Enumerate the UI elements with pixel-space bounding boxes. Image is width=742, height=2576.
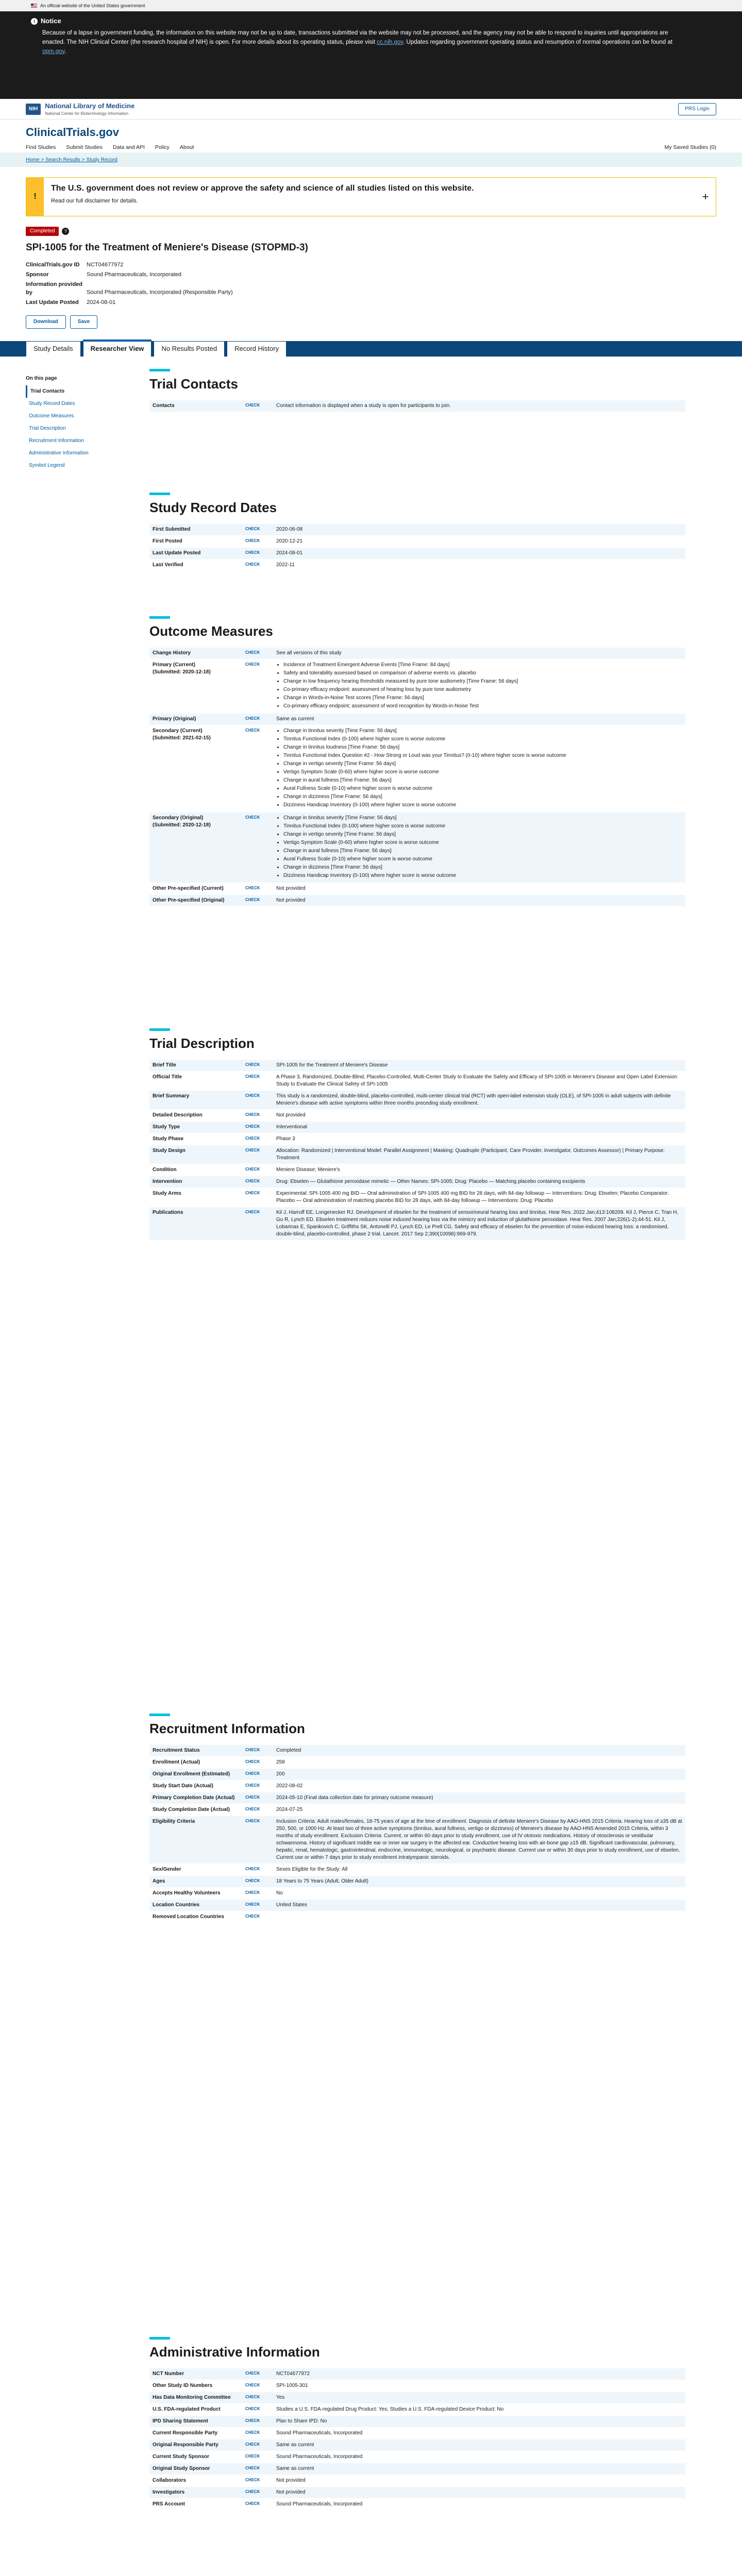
- save-button[interactable]: Save: [70, 315, 97, 329]
- nav-submit-studies[interactable]: Submit Studies: [66, 144, 103, 150]
- check-icon: CHECK: [242, 1756, 273, 1768]
- check-icon: CHECK: [242, 1071, 273, 1090]
- section-outcome: [149, 616, 685, 1008]
- check-icon: CHECK: [242, 2380, 273, 2392]
- study-summary: [0, 227, 742, 329]
- table-row: Publications CHECK Kil J, Harruff EE, Longenecker RJ. Development of ebselen for the treatment of sensorineural hearing loss and tinnitus. Hear Res. 2022 Jan;413:108209. Kil J, Pierce C, Tran H, Gu R, Lynch ED. Ebselen treatment reduces noise induced hearing loss via the mimicry and induction of glutathione peroxidase. Hear Res. 2007 Jan;226(1-2):44-51. Kil J, Lobarinas E, Spankovich C, Griffiths SK, Antonelli PJ, Lynch ED, Le Prell CG. Safety and efficacy of ebselen for the prevention of noise-induced hearing loss: a randomised, double-blind, placebo-controlled, phase 2 trial. Lancet. 2017 Sep 2;390(10098):969-979.: [149, 1207, 685, 1240]
- check-icon: CHECK: [242, 1164, 273, 1176]
- sidenav-item-recruitment[interactable]: Recruitment Information: [29, 437, 84, 444]
- table-row: Official Title CHECK A Phase 3, Randomized, Double-Blind, Placebo-Controlled, Multi-Center Study to Evaluate the Safety and Efficacy of SPI-1005 in Meniere's Disease and Open Label Extension Study to Evaluate the Clinical Safety of SPI-1005: [149, 1071, 685, 1090]
- table-row: Enrollment (Actual) CHECK 258: [149, 1756, 685, 1768]
- nlm-sub: National Center for Biotechnology Information: [45, 111, 129, 116]
- site-header: [0, 120, 742, 152]
- table-row: Change History CHECK See all versions of this study: [149, 648, 685, 659]
- section-heading: Trial Contacts: [149, 369, 685, 393]
- check-icon: CHECK: [242, 547, 273, 559]
- table-row: Condition CHECK Meniere Disease; Meniere's: [149, 1164, 685, 1176]
- table-row: Primary Completion Date (Actual) CHECK 2024-05-10 (Final data collection date for primary outcome measure): [149, 1792, 685, 1804]
- table-row: Secondary (Original) (Submitted: 2020-12-18) CHECK • Change in tinnitus severity [Time Frame: 56 days] • Tinnitus Functional Index (0-100) where higher score is worse outcome • Change in vertigo severity [Time Frame: 56 days] • Vertigo Symptom Scale (0-60) where higher score is worse outcome • Change in aural fullness [Time Frame: 56 days] • Aural Fullness Scale (0-10) where higher score is worse outcome • Change in dizziness [Time Frame: 56 days] • Dizziness Handicap Inventory (0-100) where higher score is worse outcome: [149, 812, 685, 883]
- tab-no-results[interactable]: No Results Posted: [154, 341, 225, 356]
- table-row: Sex/Gender CHECK Sexes Eligible for the Study: All: [149, 1863, 685, 1875]
- check-icon: CHECK: [242, 1145, 273, 1164]
- table-row: Last Verified CHECK 2022-11: [149, 559, 685, 571]
- table-row: Study Start Date (Actual) CHECK 2022-08-02: [149, 1780, 685, 1792]
- table-row: Other Study ID Numbers CHECK SPI-1005-301: [149, 2380, 685, 2392]
- view-tabs: [0, 341, 742, 357]
- check-icon: CHECK: [242, 1780, 273, 1792]
- check-icon: CHECK: [242, 1207, 273, 1240]
- check-icon: CHECK: [242, 713, 273, 725]
- table-row: Study Arms CHECK Experimental: SPI-1005 400 mg BID — Oral administration of SPI-1005 400 mg BID for 28 days, with 84-day followup — Interventions: Drug: Ebselen; Placebo Comparator: Placebo — Oral administration of matching placebo BID for 28 days, with 84-day followup — Interventions: Drug: Placebo: [149, 1188, 685, 1207]
- check-icon: CHECK: [242, 648, 273, 659]
- check-icon: CHECK: [242, 2475, 273, 2486]
- sidenav-item-trial-contacts[interactable]: Trial Contacts: [26, 385, 129, 398]
- nav-data-api[interactable]: Data and API: [113, 144, 145, 150]
- section-contacts: Trial Contacts Contacts CHECK Contact information is displayed when a study is open for participants to join.: [149, 369, 685, 472]
- check-icon: CHECK: [242, 1188, 273, 1207]
- prs-login-button[interactable]: PRS Login: [678, 103, 716, 115]
- table-row: IPD Sharing Statement CHECK Plan to Share IPD: No: [149, 2415, 685, 2427]
- table-row: Collaborators CHECK Not provided: [149, 2475, 685, 2486]
- meta-sponsor: Sponsor Sound Pharmaceuticals, Incorporated: [26, 271, 182, 278]
- check-icon: CHECK: [242, 1060, 273, 1072]
- check-icon: CHECK: [242, 1090, 273, 1109]
- nlm-name: National Library of Medicine: [45, 101, 135, 110]
- sidenav: [26, 369, 129, 2576]
- check-icon: CHECK: [242, 1816, 273, 1863]
- disclaimer-box: [26, 177, 716, 216]
- section-admin: [149, 2337, 685, 2576]
- check-icon: CHECK: [242, 1109, 273, 1121]
- table-row: Investigators CHECK Not provided: [149, 2486, 685, 2498]
- check-icon: CHECK: [242, 894, 273, 906]
- check-icon: CHECK: [242, 524, 273, 536]
- disclaimer-heading: The U.S. government does not review or approve the safety and science of all studies listed on this website.: [51, 184, 474, 193]
- sidenav-heading: On this page: [26, 375, 57, 381]
- check-icon: CHECK: [242, 1745, 273, 1757]
- nlm-bar: [0, 99, 742, 120]
- sidenav-item-description[interactable]: Trial Description: [29, 425, 66, 431]
- status-badge: Completed: [26, 227, 59, 236]
- check-icon: CHECK: [242, 1911, 273, 1923]
- meta-last-update: Last Update Posted 2024-08-01: [26, 299, 116, 306]
- check-icon: CHECK: [242, 2427, 273, 2439]
- check-icon: CHECK: [242, 1875, 273, 1887]
- meta-nct: ClinicalTrials.gov ID NCT04677972: [26, 261, 124, 268]
- check-icon: CHECK: [242, 2486, 273, 2498]
- check-icon: CHECK: [242, 2403, 273, 2415]
- check-icon: CHECK: [242, 1176, 273, 1188]
- table-row: Original Enrollment (Estimated) CHECK 200: [149, 1768, 685, 1780]
- check-icon: CHECK: [242, 1887, 273, 1899]
- tab-researcher-view[interactable]: Researcher View: [83, 340, 152, 356]
- sidenav-item-legend[interactable]: Symbol Legend: [29, 462, 65, 468]
- table-row: Primary (Original) CHECK Same as current: [149, 713, 685, 725]
- table-row: First Posted CHECK 2020-12-21: [149, 535, 685, 547]
- section-recruitment: [149, 1714, 685, 2316]
- section-heading: Administrative Information: [149, 2337, 685, 2361]
- table-row: PRS Account CHECK Sound Pharmaceuticals, Incorporated: [149, 2498, 685, 2510]
- table-row: Study Phase CHECK Phase 3: [149, 1133, 685, 1145]
- sidenav-item-admin[interactable]: Administrative Information: [29, 450, 89, 456]
- check-icon: CHECK: [242, 535, 273, 547]
- study-title: SPI-1005 for the Treatment of Meniere's Disease (STOPMD-3): [26, 242, 308, 253]
- table-row: Recruitment Status CHECK Completed: [149, 1745, 685, 1757]
- tab-record-history[interactable]: Record History: [227, 341, 286, 356]
- table-row: Original Study Sponsor CHECK Same as current: [149, 2463, 685, 2475]
- table-row: Intervention CHECK Drug: Ebselen — Glutathione peroxidase mimetic — Other Names: SPI-1005; Drug: Placebo — Matching placebo containing excipients: [149, 1176, 685, 1188]
- main-nav: [26, 144, 716, 151]
- table-row: First Submitted CHECK 2020-06-08: [149, 524, 685, 536]
- us-flag-icon: [31, 4, 37, 8]
- check-icon: CHECK: [242, 1804, 273, 1816]
- table-row: Eligibility Criteria CHECK Inclusion Criteria: Adult males/females, 18-75 years of age at the time of enrollment. Diagnosis of definite Meniere's Disease by AAO-HNS 2015 Criteria. Hearing loss of ≥35 dB at 250, 500, or 1000 Hz. At least two of three active symptoms (tinnitus, aural fullness, vertigo or dizziness) of Meniere's disease by AAO-HNS Amended 2015 Criteria, within 3 months of study enrollment. Exclusion Criteria: Current, or within 60 days prior to study enrollment, use of IV ototoxic medications. History of otosclerosis or vestibular schwannoma. History of significant middle ear or inner ear surgery in the affected ear. Conductive hearing loss with air-bone gap ≥15 dB. Significant cardiovascular, pulmonary, hepatic, renal, hematologic, gastrointestinal, endocrine, immunologic, neurological, or psychiatric disease. Current use or within 30 days prior to study enrollment, use of ebselen. Current use or within 7 days prior to study enrollment intratympanic steroids.: [149, 1816, 685, 1863]
- check-icon: CHECK: [242, 2463, 273, 2475]
- table-row: Study Type CHECK Interventional: [149, 1121, 685, 1133]
- check-icon: CHECK: [242, 1768, 273, 1780]
- cc-nih-link[interactable]: cc.nih.gov: [377, 39, 403, 45]
- sidenav-item-record-dates[interactable]: Study Record Dates: [29, 400, 75, 406]
- section-heading: Outcome Measures: [149, 616, 685, 640]
- table-row: Brief Summary CHECK This study is a randomized, double-blind, placebo-controlled, multi-center clinical trial (RCT) with open-label extension study (OLE), of SPI-1005 in adult subjects with definite Meniere's disease with active symptoms within three months preceding study enrollment.: [149, 1090, 685, 1109]
- table-row: Ages CHECK 18 Years to 75 Years (Adult, Older Adult): [149, 1875, 685, 1887]
- site-title[interactable]: ClinicalTrials.gov: [26, 126, 119, 139]
- check-icon: CHECK: [242, 2368, 273, 2380]
- check-icon: CHECK: [242, 725, 273, 812]
- check-icon: CHECK: [242, 812, 273, 883]
- section-heading: Recruitment Information: [149, 1714, 685, 1738]
- table-row: NCT Number CHECK NCT04677972: [149, 2368, 685, 2380]
- section-description: [149, 1028, 685, 1693]
- section-dates: [149, 493, 685, 596]
- help-icon[interactable]: ?: [62, 228, 69, 235]
- check-icon: CHECK: [242, 2498, 273, 2510]
- check-icon: CHECK: [242, 1792, 273, 1804]
- check-icon: CHECK: [242, 2392, 273, 2403]
- table-row: Study Completion Date (Actual) CHECK 2024-07-25: [149, 1804, 685, 1816]
- table-row: Removed Location Countries CHECK: [149, 1911, 685, 1923]
- info-icon: i: [31, 18, 38, 25]
- table-row: Current Study Sponsor CHECK Sound Pharmaceuticals, Incorporated: [149, 2451, 685, 2463]
- check-icon: CHECK: [242, 2439, 273, 2451]
- section-heading: Trial Description: [149, 1028, 685, 1053]
- check-icon: CHECK: [242, 1899, 273, 1911]
- check-icon: CHECK: [242, 1121, 273, 1133]
- breadcrumb: [0, 152, 742, 167]
- check-icon: CHECK: [242, 1863, 273, 1875]
- nih-logo[interactable]: NIH: [26, 104, 41, 115]
- saved-studies-link[interactable]: My Saved Studies (0): [664, 144, 716, 150]
- table-row: Accepts Healthy Volunteers CHECK No: [149, 1887, 685, 1899]
- table-row: Other Pre-specified (Original) CHECK Not provided: [149, 894, 685, 906]
- table-row: Current Responsible Party CHECK Sound Pharmaceuticals, Incorporated: [149, 2427, 685, 2439]
- check-icon: CHECK: [242, 400, 273, 412]
- nav-find-studies[interactable]: Find Studies: [26, 144, 56, 150]
- check-icon: CHECK: [242, 659, 273, 713]
- check-icon: CHECK: [242, 2415, 273, 2427]
- table-row: Other Pre-specified (Current) CHECK Not provided: [149, 883, 685, 894]
- breadcrumb-links[interactable]: Home > Search Results > Study Record: [26, 157, 117, 163]
- table-row: Secondary (Current) (Submitted: 2021-02-15) CHECK • Change in tinnitus severity [Time Frame: 56 days] • Tinnitus Functional Index (0-100) where higher score is worse outcome • Change in tinnitus loudness [Time Frame: 56 days] • Tinnitus Functional Index Question #2 - How Strong or Loud was your Tinnitus? (0-10) where higher score is worse outcome • Change in vertigo severity [Time Frame: 56 days] • Vertigo Symptom Scale (0-60) where higher score is worse outcome • Change in aural fullness [Time Frame: 56 days] • Aural Fullness Scale (0-10) where higher score is worse outcome • Change in dizziness [Time Frame: 56 days] • Dizziness Handicap Inventory (0-100) where higher score is worse outcome: [149, 725, 685, 812]
- warning-icon: !: [26, 178, 44, 216]
- tab-study-details[interactable]: Study Details: [26, 341, 81, 356]
- table-row: Brief Title CHECK SPI-1005 for the Treatment of Meniere's Disease: [149, 1060, 685, 1072]
- table-row: Study Design CHECK Allocation: Randomized | Interventional Model: Parallel Assignment | Masking: Quadruple (Participant, Care Provider, Investigator, Outcomes Assessor) | Primary Purpose: Treatment: [149, 1145, 685, 1164]
- expand-icon[interactable]: +: [702, 190, 709, 203]
- check-icon: CHECK: [242, 1133, 273, 1145]
- table-row: Original Responsible Party CHECK Same as current: [149, 2439, 685, 2451]
- notice-title: Notice: [41, 17, 61, 25]
- nav-about[interactable]: About: [179, 144, 194, 150]
- gov-banner: An official website of the United States government: [0, 0, 742, 11]
- disclaimer-text: Read our full disclaimer for details.: [51, 198, 138, 205]
- section-heading: Study Record Dates: [149, 493, 685, 517]
- check-icon: CHECK: [242, 559, 273, 571]
- check-icon: CHECK: [242, 2451, 273, 2463]
- table-row: U.S. FDA-regulated Product CHECK Studies a U.S. FDA-regulated Drug Product: Yes; Studies a U.S. FDA-regulated Device Product: No: [149, 2403, 685, 2415]
- table-row: Primary (Current) (Submitted: 2020-12-18) CHECK • Incidence of Treatment Emergent Adverse Events [Time Frame: 84 days] • Safety and tolerability assessed based on comparison of adverse events vs. placebo • Change in low frequency hearing thresholds measured by pure tone audiometry [Time Frame: 56 days] • Co-primary efficacy endpoint: assessment of hearing loss by pure tone audiometry • Change in Words-in-Noise Test scores [Time Frame: 56 days] • Co-primary efficacy endpoint; assessment of word recognition by Words-in-Noise Test: [149, 659, 685, 713]
- download-button[interactable]: Download: [26, 315, 66, 329]
- nav-policy[interactable]: Policy: [155, 144, 170, 150]
- table-row: Last Update Posted CHECK 2024-08-01: [149, 547, 685, 559]
- meta-info-provider: Information provided by Sound Pharmaceuticals, Incorporated (Responsible Party): [26, 281, 233, 296]
- sidenav-item-outcome[interactable]: Outcome Measures: [29, 413, 74, 419]
- opm-link[interactable]: opm.gov: [42, 48, 65, 55]
- notice-text: Because of a lapse in government funding, the information on this website may not be up to date, transactions submitted via the website may not be processed, and the agency may not be able to respond to inquiries until appropriations are enacted. The NIH Clinical Center (the research hospital of NIH) is open. For more details about its operating status, please visit cc.nih.gov. Updates regarding government operating status and resumption of normal operations can be found at opm.gov.: [42, 30, 673, 55]
- table-row: Has Data Monitoring Committee CHECK Yes: [149, 2392, 685, 2403]
- check-icon: CHECK: [242, 883, 273, 894]
- notice-banner: [0, 11, 742, 99]
- table-row: Detailed Description CHECK Not provided: [149, 1109, 685, 1121]
- table-row: Location Countries CHECK United States: [149, 1899, 685, 1911]
